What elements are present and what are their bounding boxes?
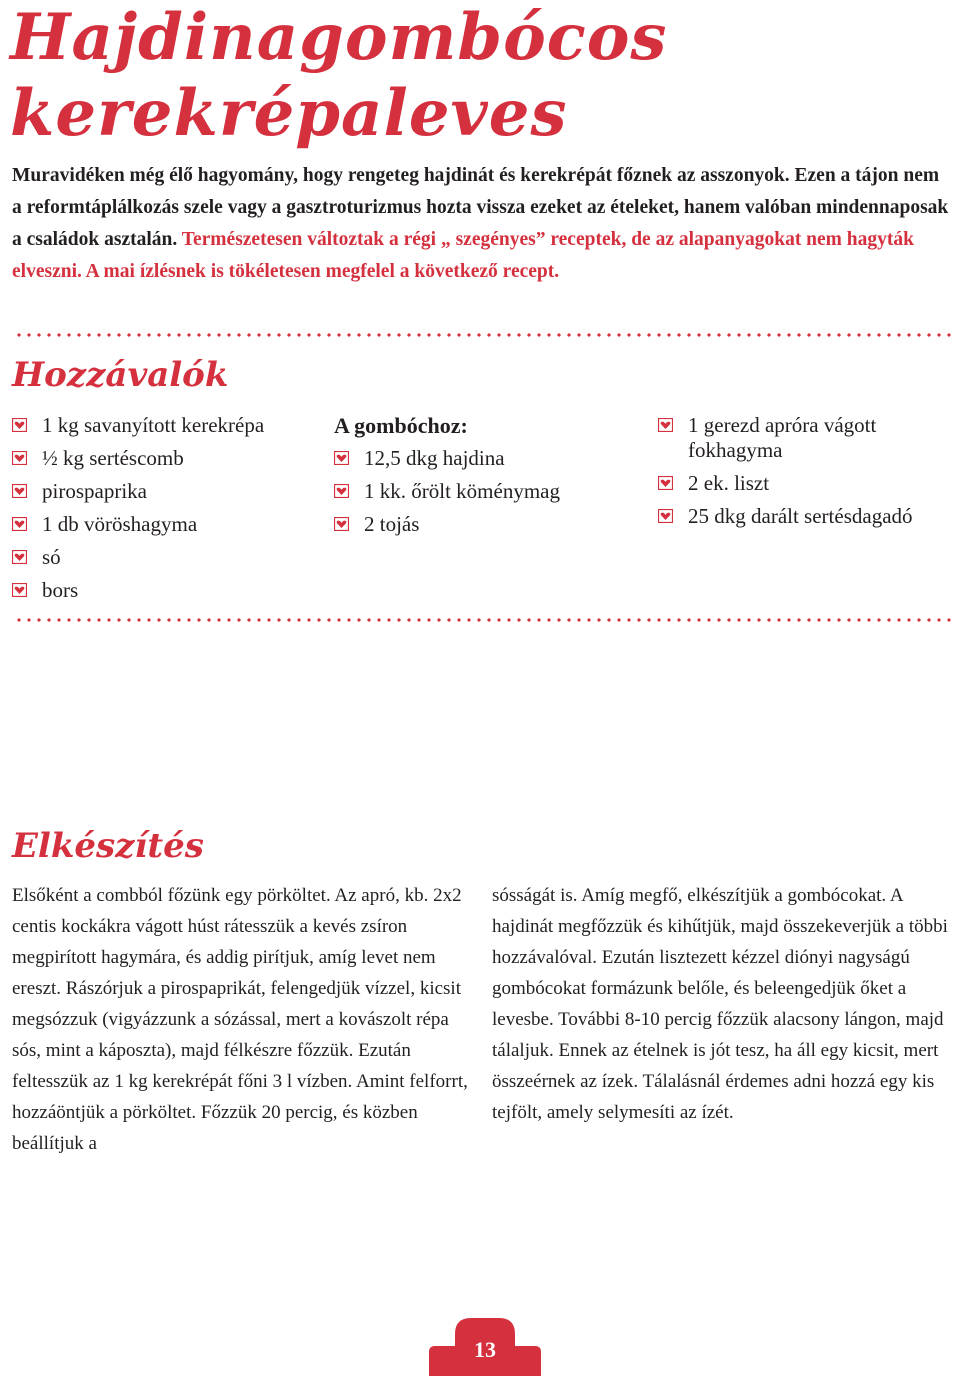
checkbox-heart-icon: [12, 484, 27, 498]
recipe-title: [10, 0, 667, 152]
ingredient-item: [334, 479, 634, 504]
ingredient-label: 12,5 dkg hajdina: [364, 446, 505, 470]
preparation-text-left: Elsőként a combból főzünk egy pörköltet. Az apró, kb. 2x2 centis kockákra vágott húst rátesszük a kevés zsíron megpirított hagymára, és addig pirítjuk, amíg levet nem ereszt. Rászórjuk a pirospaprikát, felengedjük vízzel, kicsit megsózzuk (vigyázzunk a sózással, mert a kovászolt répa sós, mint a káposzta), majd félkészre főzzük. Ezután feltesszük az 1 kg kerekrépát főni 3 l vízben. Amint felforrt, hozzáöntjük a pörköltet. Főzzük 20 percig, és közben beállítjuk a: [12, 885, 468, 1154]
ingredient-label: 1 db vöröshagyma: [42, 512, 198, 536]
ingredients-heading: Hozzávalók: [12, 355, 229, 395]
ingredients-column-2: [334, 413, 634, 545]
ingredients-list-1: [12, 413, 312, 611]
dotted-divider-top: [14, 333, 954, 337]
ingredient-label: 1 gerezd apróra vágott fokhagyma: [688, 413, 877, 462]
ingredient-item: [12, 479, 312, 504]
ingredient-label: 2 ek. liszt: [688, 471, 770, 495]
checkbox-heart-icon: [12, 418, 27, 432]
ingredient-label: só: [42, 545, 61, 569]
ingredient-item: [334, 446, 634, 471]
ingredient-item: [658, 504, 948, 529]
ingredient-label: ½ kg sertéscomb: [42, 446, 184, 470]
ingredient-label: 1 kg savanyított kerekrépa: [42, 413, 265, 437]
ingredient-item: [12, 512, 312, 537]
ingredient-item: [12, 578, 312, 603]
checkbox-heart-icon: [12, 583, 27, 597]
checkbox-heart-icon: [334, 451, 349, 465]
checkbox-heart-icon: [334, 517, 349, 531]
ingredient-item: [334, 512, 634, 537]
ingredient-label: 1 kk. őrölt köménymag: [364, 479, 560, 503]
recipe-title-line2: kerekrépaleves: [10, 76, 568, 151]
ingredient-label: bors: [42, 578, 79, 602]
checkbox-heart-icon: [12, 517, 27, 531]
checkbox-heart-icon: [334, 484, 349, 498]
dumpling-subheading: A gombóchoz:: [334, 413, 468, 438]
ingredient-item: [658, 413, 948, 463]
checkbox-heart-icon: [658, 418, 673, 432]
ingredient-item: [658, 471, 948, 496]
ingredient-item: [12, 545, 312, 570]
checkbox-heart-icon: [12, 550, 27, 564]
ingredient-label: pirospaprika: [42, 479, 147, 503]
ingredient-label: 2 tojás: [364, 512, 420, 536]
ingredient-item: [12, 413, 312, 438]
ingredient-item: [12, 446, 312, 471]
dotted-divider-bottom: [14, 618, 954, 622]
intro-text-red: Természetesen változtak a régi „ szegényes” receptek, de az alapanyagokat nem hagyták elveszni. A mai ízlésnek is tökéletesen megfelel a következő recept.: [12, 229, 914, 282]
ingredients-list-2: [334, 446, 634, 537]
checkbox-heart-icon: [658, 476, 673, 490]
checkbox-heart-icon: [658, 509, 673, 523]
checkbox-heart-icon: [12, 451, 27, 465]
intro-text-dark: Muravidéken még élő hagyomány, hogy rengeteg hajdinát és kerekrépát főznek az asszonyok. Ezen a tájon nem a reformtáplálkozás szele vagy a gasztroturizmus hozta vissza ezeket az ételeket, hanem valóban mindennaposak a családok asztalán.: [12, 165, 949, 250]
intro-paragraph: [12, 160, 952, 288]
preparation-text-right: sósságát is. Amíg megfő, elkészítjük a gombócokat. A hajdinát megfőzzük és kihűtjük, majd összekeverjük a többi hozzávalóval. Ezután lisztezett kézzel diónyi nagyságú gombócokat formázunk belőle, és beleengedjük őket a levesbe. További 8-10 percig főzzük alacsony lángon, majd tálaljuk. Ennek az ételnek is jót tesz, ha áll egy kicsit, mert összeérnek az ízek. Tálalásnál érdemes adni hozzá egy kis tejfölt, amely selymesíti az ízét.: [492, 885, 948, 1123]
ingredients-list-3: [658, 413, 948, 537]
preparation-heading: Elkészítés: [12, 826, 204, 866]
ingredient-label: 25 dkg darált sertésdagadó: [688, 504, 913, 528]
recipe-title-line1: Hajdinagombócos: [10, 0, 668, 75]
page-number: 13: [474, 1337, 496, 1362]
